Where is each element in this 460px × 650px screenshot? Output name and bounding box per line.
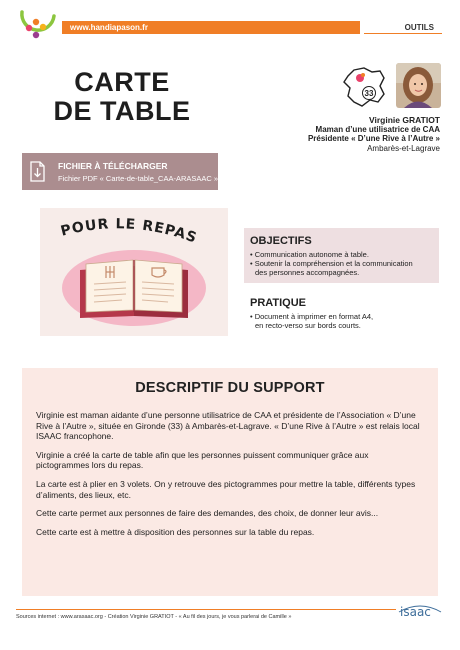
title-line-1: CARTE xyxy=(74,67,170,97)
france-map-icon xyxy=(340,66,392,108)
author-photo xyxy=(396,63,441,108)
objectifs-item: des personnes accompagnées. xyxy=(255,268,360,277)
descriptif-panel xyxy=(22,368,438,596)
descriptif-paragraph: Cette carte permet aux personnes de faire des demandes, des choix, de donner leur avis... xyxy=(36,508,379,519)
header-bar xyxy=(62,21,442,34)
book-illustration xyxy=(40,208,228,336)
download-filename[interactable]: Fichier PDF « Carte-de-table_CAA-ARASAAC ». xyxy=(58,174,221,183)
pratique-item: en recto-verso sur bords courts. xyxy=(255,321,361,330)
author-presidency: Présidente « D’une Rive à l’Autre » xyxy=(307,134,440,143)
download-box[interactable] xyxy=(22,153,221,190)
site-url[interactable]: www.handiapason.fr xyxy=(70,23,148,32)
isaac-logo: isaac xyxy=(400,605,431,619)
handiapason-logo xyxy=(14,6,58,50)
footer-divider xyxy=(16,609,396,610)
download-file-icon xyxy=(22,153,52,190)
pratique-panel xyxy=(244,291,439,336)
descriptif-paragraph: La carte est à plier en 3 volets. On y retrouve des pictogrammes pour mettre la table, différents types d’aliments, des lieux, etc. xyxy=(36,478,416,500)
svg-text:POUR LE REPAS xyxy=(59,216,199,246)
objectifs-item: • Communication autonome à table. xyxy=(250,250,369,259)
open-book-image xyxy=(40,208,228,336)
department-number: 33 xyxy=(364,89,374,98)
objectifs-title: OBJECTIFS xyxy=(250,235,312,247)
descriptif-title: DESCRIPTIF DU SUPPORT xyxy=(135,380,325,396)
author-place: Ambarès-et-Lagrave xyxy=(367,144,440,153)
descriptif-paragraph: Virginie a créé la carte de table afin que les personnes puissent communiquer grâce aux pictogrammes lors du repas. xyxy=(36,449,369,471)
download-title: FICHIER À TÉLÉCHARGER xyxy=(58,161,168,171)
author-name: Virginie GRATIOT xyxy=(369,115,440,125)
page-title xyxy=(52,68,192,126)
objectifs-item: • Soutenir la compréhension et la communication xyxy=(250,259,413,268)
pratique-title: PRATIQUE xyxy=(250,297,307,309)
section-label: OUTILS xyxy=(404,23,434,32)
descriptif-paragraph: Cette carte est à mettre à disposition des personnes sur la table du repas. xyxy=(36,526,315,537)
author-role: Maman d’une utilisatrice de CAA xyxy=(315,125,440,134)
descriptif-paragraph: Virginie est maman aidante d’une personne utilisatrice de CAA et présidente de l’Association « D’une Rive à l’Autre », située en Gironde (33) à Ambarès-et-Lagrave. « D’une Rive à l’Autre » est relais local ISAAC francophone. xyxy=(36,410,420,442)
footer-sources: Sources internet : www.arasaac.org - Création Virginie GRATIOT - « Au fil des jours, je vous parlerai de Camille » xyxy=(16,614,292,620)
pratique-item: • Document à imprimer en format A4, xyxy=(250,312,374,321)
title-line-2: DE TABLE xyxy=(53,96,191,126)
objectifs-panel xyxy=(244,228,439,283)
illustration-caption: POUR LE REPAS xyxy=(59,216,200,247)
